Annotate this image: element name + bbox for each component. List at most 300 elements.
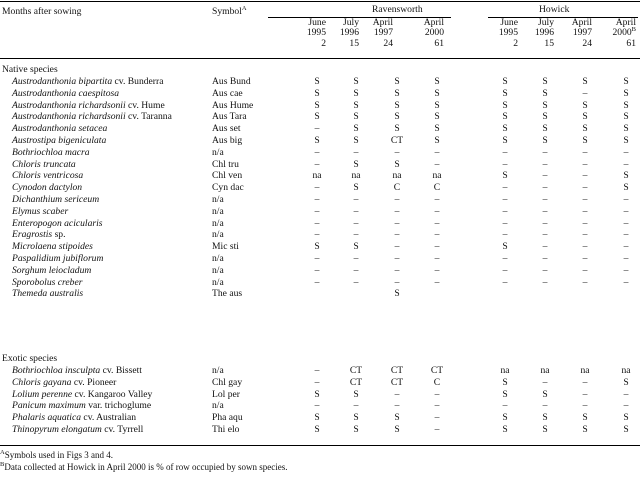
table-cell: – bbox=[434, 388, 440, 400]
table-cell: na bbox=[621, 365, 631, 376]
table-cell: – bbox=[502, 264, 508, 276]
species-name bbox=[12, 229, 66, 241]
species-binomial: Cynodon dactylon bbox=[12, 182, 83, 194]
table-cell: – bbox=[502, 253, 508, 264]
table-cell: S bbox=[582, 424, 588, 435]
table-row bbox=[0, 400, 640, 412]
species-symbol: Aus set bbox=[212, 123, 241, 135]
table-cell: S bbox=[623, 170, 629, 182]
table-cell: S bbox=[353, 158, 359, 170]
species-symbol: Aus Tara bbox=[212, 111, 247, 123]
header-rule bbox=[0, 58, 640, 59]
table-cell: S bbox=[394, 288, 400, 300]
table-cell: – bbox=[542, 146, 548, 158]
table-cell: – bbox=[314, 205, 320, 217]
species-name bbox=[12, 218, 103, 230]
species-symbol: n/a bbox=[212, 253, 224, 264]
table-cell: – bbox=[394, 229, 400, 241]
table-cell: S bbox=[353, 87, 359, 99]
table-cell: S bbox=[314, 111, 320, 123]
species-name bbox=[12, 123, 107, 135]
species-name bbox=[12, 365, 142, 377]
table-cell: S bbox=[582, 135, 588, 146]
table-cell: – bbox=[394, 253, 400, 264]
species-symbol: Aus Hume bbox=[212, 99, 254, 111]
table-cell: S bbox=[542, 123, 548, 135]
species-symbol: Thi elo bbox=[212, 424, 240, 435]
species-symbol: Aus Bund bbox=[212, 76, 251, 87]
table-cell: – bbox=[434, 264, 440, 276]
table-row bbox=[0, 147, 640, 159]
table-cell: – bbox=[314, 194, 320, 205]
column-date: April bbox=[372, 17, 393, 28]
table-cell: – bbox=[623, 264, 629, 276]
footnote-text: Data collected at Howick in April 2000 is % of row occupied by sown species. bbox=[4, 462, 288, 472]
table-cell: – bbox=[353, 217, 359, 229]
table-cell: – bbox=[314, 182, 320, 194]
table-cell: S bbox=[314, 424, 320, 435]
table-cell: – bbox=[542, 376, 548, 388]
species-name bbox=[12, 400, 151, 412]
table-row bbox=[0, 194, 640, 206]
column-months: 2 bbox=[321, 37, 326, 49]
table-cell: na bbox=[580, 365, 590, 376]
table-row bbox=[0, 76, 640, 88]
table-cell: – bbox=[582, 87, 588, 99]
table-cell: – bbox=[502, 276, 508, 288]
table-cell: S bbox=[314, 241, 320, 253]
symbol-column-label: Symbol$^A$ bbox=[212, 4, 247, 17]
table-cell: – bbox=[502, 205, 508, 217]
table-cell: – bbox=[434, 158, 440, 170]
table-cell: – bbox=[582, 217, 588, 229]
table-cell: S bbox=[314, 388, 320, 400]
cultivar-name: cv. Hume bbox=[125, 99, 165, 111]
site-ravensworth: Ravensworth bbox=[372, 4, 423, 15]
table-row bbox=[0, 111, 640, 123]
species-name bbox=[12, 76, 163, 88]
table-cell: – bbox=[542, 264, 548, 276]
table-cell: – bbox=[502, 194, 508, 205]
table-cell: – bbox=[542, 253, 548, 264]
table-cell: S bbox=[623, 424, 629, 435]
table-cell: – bbox=[314, 264, 320, 276]
table-cell: – bbox=[434, 276, 440, 288]
table-cell: – bbox=[582, 170, 588, 182]
site-howick: Howick bbox=[539, 4, 570, 15]
table-cell: S bbox=[394, 76, 400, 87]
table-cell: – bbox=[353, 229, 359, 241]
table-cell: – bbox=[623, 194, 629, 205]
species-name bbox=[12, 135, 106, 147]
table-cell: S bbox=[502, 87, 508, 99]
species-binomial: Enteropogon acicularis bbox=[12, 217, 103, 229]
table-cell: – bbox=[502, 217, 508, 229]
column-year-value: 2000 bbox=[424, 27, 444, 39]
table-cell: S bbox=[582, 412, 588, 424]
table-cell: S bbox=[502, 376, 508, 388]
table-cell: S bbox=[502, 424, 508, 435]
species-binomial: Austrodanthonia caespitosa bbox=[12, 87, 120, 99]
footnote-2 bbox=[0, 462, 288, 472]
table-cell: S bbox=[542, 388, 548, 400]
table-cell: S bbox=[394, 158, 400, 170]
table-cell: – bbox=[582, 264, 588, 276]
table-cell: S bbox=[582, 123, 588, 135]
table-cell: – bbox=[353, 194, 359, 205]
species-symbol: Aus big bbox=[212, 135, 243, 146]
species-binomial: Paspalidium jubiflorum bbox=[12, 253, 104, 264]
table-cell: S bbox=[623, 99, 629, 111]
table-cell: na bbox=[392, 170, 402, 182]
footnote-mark: A bbox=[0, 449, 5, 456]
table-cell: S bbox=[353, 388, 359, 400]
species-binomial: Elymus scaber bbox=[12, 205, 69, 217]
table-cell: – bbox=[542, 158, 548, 170]
table-cell: S bbox=[542, 424, 548, 435]
species-symbol: Chl ven bbox=[212, 170, 243, 182]
table-cell: – bbox=[434, 205, 440, 217]
table-cell: – bbox=[394, 205, 400, 217]
table-cell: – bbox=[394, 264, 400, 276]
column-months: 61 bbox=[434, 37, 444, 49]
table-cell: S bbox=[314, 76, 320, 87]
table-cell: S bbox=[623, 76, 629, 87]
table-cell: – bbox=[353, 400, 359, 412]
table-cell: – bbox=[542, 170, 548, 182]
column-months: 61 bbox=[626, 37, 636, 49]
species-binomial: Bothriochloa insculpta bbox=[12, 365, 101, 376]
table-cell: S bbox=[394, 99, 400, 111]
species-binomial: Sporobolus creber bbox=[12, 276, 83, 288]
table-cell: – bbox=[623, 205, 629, 217]
table-cell: – bbox=[314, 400, 320, 412]
table-cell: – bbox=[542, 276, 548, 288]
species-symbol: n/a bbox=[212, 229, 224, 241]
table-cell: CT bbox=[349, 376, 363, 388]
column-date: July bbox=[538, 17, 554, 28]
table-cell: na bbox=[432, 170, 442, 182]
section-title: Exotic species bbox=[2, 353, 58, 364]
table-row bbox=[0, 135, 640, 147]
table-cell: – bbox=[582, 158, 588, 170]
column-months: 15 bbox=[349, 37, 359, 49]
table-cell: – bbox=[394, 146, 400, 158]
species-name bbox=[12, 288, 83, 300]
species-binomial: Austrostipa bigeniculata bbox=[12, 135, 107, 146]
table-cell: – bbox=[314, 146, 320, 158]
species-name bbox=[12, 389, 152, 401]
table-row bbox=[0, 88, 640, 100]
species-name bbox=[12, 206, 68, 218]
table-row bbox=[0, 365, 640, 377]
table-cell: – bbox=[434, 400, 440, 412]
column-date: June bbox=[308, 17, 326, 28]
table-cell: – bbox=[582, 241, 588, 253]
table-cell: – bbox=[623, 388, 629, 400]
table-cell: S bbox=[542, 412, 548, 424]
top-rule bbox=[0, 1, 640, 2]
column-year-value: 1995 bbox=[306, 27, 326, 39]
species-symbol: n/a bbox=[212, 264, 224, 276]
table-cell: – bbox=[314, 123, 320, 135]
table-cell: – bbox=[582, 276, 588, 288]
table-cell: – bbox=[434, 253, 440, 264]
species-name bbox=[12, 277, 82, 289]
table-row bbox=[0, 206, 640, 218]
species-name bbox=[12, 147, 90, 159]
table-row bbox=[0, 288, 640, 300]
table-cell: S bbox=[542, 76, 548, 87]
column-months: 15 bbox=[544, 37, 554, 49]
table-cell: – bbox=[394, 217, 400, 229]
table-cell: – bbox=[582, 388, 588, 400]
table-cell: – bbox=[502, 229, 508, 241]
column-year-value: 1995 bbox=[498, 27, 518, 39]
species-name bbox=[12, 182, 82, 194]
table-cell: – bbox=[353, 276, 359, 288]
table-cell: S bbox=[623, 111, 629, 123]
table-cell: S bbox=[314, 87, 320, 99]
table-cell: – bbox=[582, 400, 588, 412]
table-cell: S bbox=[623, 412, 629, 424]
table-cell: S bbox=[623, 182, 629, 194]
species-symbol: Aus cae bbox=[212, 87, 243, 99]
species-name bbox=[12, 194, 99, 206]
table-cell: – bbox=[542, 205, 548, 217]
table-cell: – bbox=[542, 229, 548, 241]
species-name bbox=[12, 111, 172, 123]
table-cell: – bbox=[502, 400, 508, 412]
species-symbol: Lol per bbox=[212, 388, 240, 400]
species-binomial: Lolium perenne bbox=[12, 388, 73, 400]
column-months: 24 bbox=[582, 37, 592, 49]
bottom-rule bbox=[0, 445, 640, 446]
table-cell: S bbox=[542, 87, 548, 99]
table-cell: – bbox=[623, 229, 629, 241]
table-cell: – bbox=[623, 400, 629, 412]
year-footnote-mark: B bbox=[631, 26, 636, 34]
table-row bbox=[0, 424, 640, 436]
table-cell: – bbox=[353, 205, 359, 217]
table-cell: – bbox=[623, 241, 629, 253]
table-cell: – bbox=[434, 241, 440, 253]
table-cell: – bbox=[353, 146, 359, 158]
column-year-value: 1996 bbox=[339, 27, 359, 39]
table-cell: – bbox=[434, 194, 440, 205]
table-cell: – bbox=[582, 376, 588, 388]
table-row bbox=[0, 253, 640, 265]
table-cell: – bbox=[314, 253, 320, 264]
cultivar-name: cv. Bissett bbox=[100, 365, 142, 376]
species-symbol: n/a bbox=[212, 205, 224, 217]
table-cell: S bbox=[394, 87, 400, 99]
table-row bbox=[0, 412, 640, 424]
species-name bbox=[12, 377, 116, 389]
table-cell: S bbox=[314, 412, 320, 424]
symbol-footnote-mark: A bbox=[241, 4, 247, 12]
table-cell: – bbox=[582, 182, 588, 194]
species-binomial: Microlaena stipoides bbox=[12, 241, 93, 253]
table-cell: S bbox=[502, 111, 508, 123]
footnote-mark: B bbox=[0, 461, 5, 468]
column-header-8 bbox=[576, 18, 636, 49]
table-cell: – bbox=[394, 194, 400, 205]
column-date: April bbox=[571, 17, 592, 28]
cultivar-name: cv. Kangaroo Valley bbox=[72, 388, 153, 400]
species-name bbox=[12, 159, 76, 171]
species-symbol: Chl tru bbox=[212, 158, 239, 170]
species-symbol: Chl gay bbox=[212, 376, 243, 388]
table-cell: – bbox=[542, 241, 548, 253]
table-cell: C bbox=[393, 182, 401, 194]
table-cell: C bbox=[433, 182, 441, 194]
table-row bbox=[0, 170, 640, 182]
species-symbol: n/a bbox=[212, 217, 224, 229]
table-cell: S bbox=[502, 388, 508, 400]
table-cell: CT bbox=[430, 365, 444, 376]
table-cell: S bbox=[542, 111, 548, 123]
table-cell: – bbox=[314, 376, 320, 388]
cultivar-name: sp. bbox=[52, 229, 66, 241]
table-cell: CT bbox=[390, 376, 404, 388]
table-cell: S bbox=[542, 99, 548, 111]
column-year-value: 1997 bbox=[373, 27, 393, 39]
table-cell: – bbox=[314, 217, 320, 229]
cultivar-name: var. trichoglume bbox=[85, 400, 152, 412]
table-row bbox=[0, 277, 640, 289]
table-row bbox=[0, 265, 640, 277]
table-cell: – bbox=[542, 217, 548, 229]
table-cell: S bbox=[353, 123, 359, 135]
table-cell: – bbox=[623, 146, 629, 158]
cultivar-name: cv. Bunderra bbox=[112, 76, 164, 87]
species-binomial: Chloris gayana bbox=[12, 376, 72, 388]
table-cell: – bbox=[314, 158, 320, 170]
table-cell: S bbox=[623, 123, 629, 135]
table-cell: S bbox=[394, 412, 400, 424]
column-year-value: 1996 bbox=[534, 27, 554, 39]
species-binomial: Austrodanthonia setacea bbox=[12, 123, 108, 135]
table-cell: S bbox=[623, 87, 629, 99]
species-name bbox=[12, 265, 91, 277]
table-cell: – bbox=[582, 194, 588, 205]
species-binomial: Bothriochloa macra bbox=[12, 146, 90, 158]
table-cell: S bbox=[434, 123, 440, 135]
species-binomial: Chloris ventricosa bbox=[12, 170, 84, 182]
species-binomial: Thinopyrum elongatum bbox=[12, 424, 102, 435]
table-cell: na bbox=[351, 170, 361, 182]
table-cell: S bbox=[542, 135, 548, 146]
species-name bbox=[12, 253, 103, 265]
section-title: Native species bbox=[2, 64, 58, 75]
table-cell: – bbox=[394, 400, 400, 412]
species-binomial: Themeda australis bbox=[12, 288, 84, 300]
table-cell: – bbox=[394, 276, 400, 288]
species-name bbox=[12, 100, 165, 112]
table-cell: C bbox=[433, 376, 441, 388]
table-row bbox=[0, 123, 640, 135]
column-date: April bbox=[423, 17, 444, 28]
species-binomial: Sorghum leiocladum bbox=[12, 264, 92, 276]
table-cell: na bbox=[540, 365, 550, 376]
species-symbol: n/a bbox=[212, 400, 224, 412]
column-year-value: 2000 bbox=[612, 27, 632, 39]
table-cell: S bbox=[394, 123, 400, 135]
table-cell: S bbox=[502, 76, 508, 87]
table-cell: S bbox=[502, 123, 508, 135]
months-after-sowing-label: Months after sowing bbox=[2, 6, 82, 17]
table-cell: S bbox=[353, 111, 359, 123]
table-cell: – bbox=[542, 182, 548, 194]
table-cell: S bbox=[394, 424, 400, 435]
cultivar-name: cv. Taranna bbox=[125, 111, 172, 123]
table-cell: S bbox=[353, 182, 359, 194]
species-symbol: The aus bbox=[212, 288, 243, 300]
species-binomial: Austrodanthonia richardsonii bbox=[12, 99, 126, 111]
species-name bbox=[12, 412, 136, 424]
table-cell: – bbox=[582, 146, 588, 158]
table-row bbox=[0, 229, 640, 241]
table-cell: S bbox=[623, 135, 629, 146]
species-name bbox=[12, 88, 119, 100]
table-row bbox=[0, 182, 640, 194]
table-cell: – bbox=[434, 412, 440, 424]
table-row bbox=[0, 159, 640, 171]
column-date: June bbox=[500, 17, 518, 28]
table-cell: S bbox=[582, 76, 588, 87]
table-cell: S bbox=[353, 99, 359, 111]
table-cell: – bbox=[353, 253, 359, 264]
species-name bbox=[12, 241, 93, 253]
table-cell: S bbox=[502, 99, 508, 111]
table-cell: S bbox=[434, 87, 440, 99]
table-cell: CT bbox=[390, 365, 404, 376]
species-symbol: n/a bbox=[212, 194, 224, 205]
table-cell: S bbox=[314, 99, 320, 111]
table-row bbox=[0, 218, 640, 230]
table-row bbox=[0, 241, 640, 253]
cultivar-name: cv. Tyrrell bbox=[101, 424, 144, 435]
table-row bbox=[0, 389, 640, 401]
footnote-1 bbox=[0, 450, 113, 460]
table-cell: – bbox=[434, 217, 440, 229]
species-binomial: Dichanthium sericeum bbox=[12, 194, 100, 205]
table-cell: S bbox=[314, 135, 320, 146]
table-cell: S bbox=[434, 111, 440, 123]
species-binomial: Austrodanthonia bipartita bbox=[12, 76, 113, 87]
table-cell: – bbox=[582, 229, 588, 241]
species-symbol: n/a bbox=[212, 365, 224, 376]
table-row bbox=[0, 377, 640, 389]
species-name bbox=[12, 424, 143, 436]
table-cell: – bbox=[434, 229, 440, 241]
table-cell: S bbox=[502, 241, 508, 253]
table-cell: – bbox=[434, 146, 440, 158]
table-cell: S bbox=[353, 76, 359, 87]
cultivar-name: cv. Australian bbox=[81, 412, 137, 424]
species-binomial: Phalaris aquatica bbox=[12, 412, 82, 424]
species-name bbox=[12, 170, 83, 182]
table-cell: S bbox=[434, 76, 440, 87]
table-cell: S bbox=[582, 111, 588, 123]
table-cell: – bbox=[623, 276, 629, 288]
column-months: 24 bbox=[383, 37, 393, 49]
table-cell: na bbox=[312, 170, 322, 182]
table-cell: – bbox=[502, 158, 508, 170]
table-cell: S bbox=[502, 135, 508, 146]
cultivar-name: cv. Pioneer bbox=[71, 376, 117, 388]
